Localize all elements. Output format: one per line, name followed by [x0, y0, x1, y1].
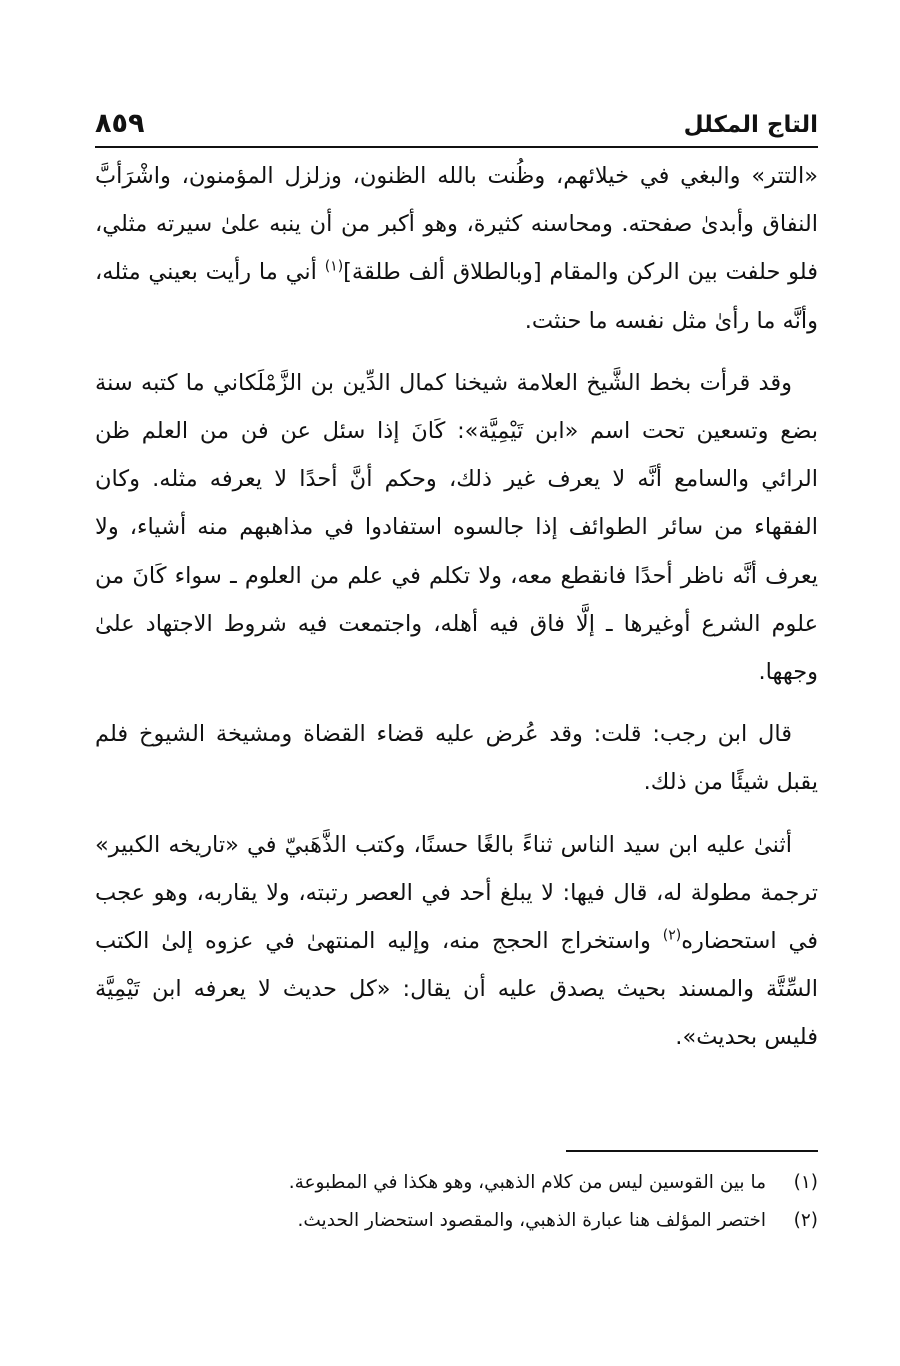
paragraph-4-text: أثنىٰ عليه ابن سيد الناس ثناءً بالغًا حسنًا، وكتب الذَّهَبيّ في «تاريخه الكبير» ترجمة مطولة له، قال فيها: لا يبلغ أحد في العصر رتبته، ولا يقاربه، وهو عجب في استحضاره	[95, 831, 818, 955]
footnote-2-marker: (٢)	[793, 1210, 818, 1231]
paragraph-3	[95, 710, 818, 806]
paragraph-1-text: «التتر» والبغي في خيلائهم، وظُنت بالله الظنون، وزلزل المؤمنون، واشْرَأبَّ النفاق وأبدىٰ صفحته. ومحاسنه كثيرة، وهو أكبر من أن ينبه علىٰ سيرته مثلي، فلو حلفت بين الركن والمقام [وبالطلاق ألف طلقة]	[95, 163, 818, 286]
main-text	[95, 152, 818, 1062]
page-header	[95, 108, 818, 148]
running-title: التاج المكلل	[683, 112, 818, 138]
footnotes	[95, 1164, 818, 1240]
paragraph-3-text: قال ابن رجب: قلت: وقد عُرض عليه قضاء القضاة ومشيخة الشيوخ فلم يقبل شيئًا من ذلك.	[95, 721, 818, 796]
footnote-1	[95, 1164, 818, 1202]
footnote-ref-1: (١)	[324, 258, 344, 275]
footnote-1-text: ما بين القوسين ليس من كلام الذهبي، وهو هكذا في المطبوعة.	[288, 1172, 766, 1193]
footnote-1-marker: (١)	[793, 1172, 818, 1193]
paragraph-1	[95, 152, 818, 345]
paragraph-4	[95, 821, 818, 1062]
paragraph-2	[95, 359, 818, 696]
paragraph-2-text: وقد قرأت بخط الشَّيخ العلامة شيخنا كمال الدِّين بن الزَّمْلَكاني ما كتبه سنة بضع وتسعين تحت اسم «ابن تَيْمِيَّة»: كَانَ إذا سئل عن فن من العلم ظن الرائي والسامع أنَّه لا يعرف غير ذلك، وحكم أنَّ أحدًا لا يعرفه مثله. وكان الفقهاء من سائر الطوائف إذا جالسوه استفادوا في مذاهبهم منه أشياء، ولا يعرف أنَّه ناظر أحدًا فانقطع معه، ولا تكلم في علم من العلوم ـ سواء كَانَ من علوم الشرع أوغيرها ـ إلَّا فاق فيه أهله، واجتمعت فيه شروط الاجتهاد علىٰ وجهها.	[95, 369, 818, 686]
footnote-2-text: اختصر المؤلف هنا عبارة الذهبي، والمقصود استحضار الحديث.	[297, 1210, 766, 1231]
paragraph-4-tail: واستخراج الحجج منه، وإليه المنتهىٰ في عزوه إلىٰ الكتب السِّتَّة والمسند بحيث يصدق عليه أن يقال: «كل حديث لا يعرفه ابن تَيْمِيَّة فليس بحديث».	[95, 928, 818, 1051]
paragraph-1-tail: أني ما رأيت بعيني مثله، وأنَّه ما رأىٰ مثل نفسه ما حنثت.	[95, 259, 818, 334]
page-number: ٨٥٩	[95, 108, 145, 139]
footnote-ref-2: (٢)	[662, 927, 682, 944]
footnote-separator	[566, 1150, 818, 1152]
footnote-2	[95, 1202, 818, 1240]
